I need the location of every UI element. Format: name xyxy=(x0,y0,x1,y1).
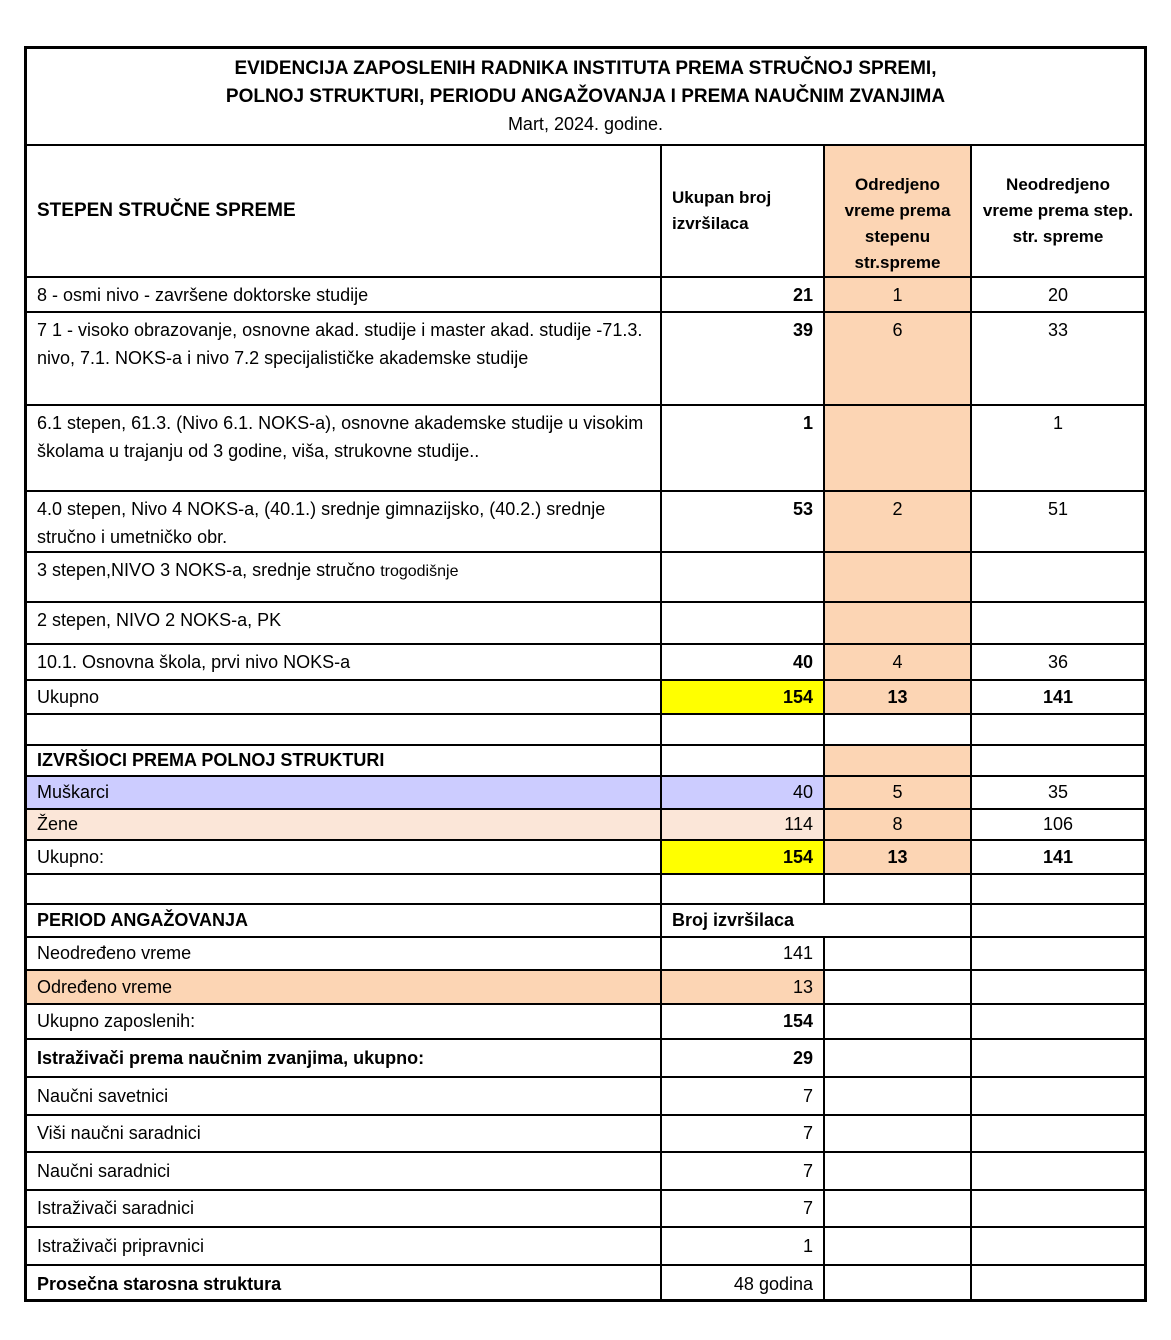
table-row xyxy=(27,1115,1144,1152)
researcher-value: 7 xyxy=(661,1077,824,1115)
researcher-value: 7 xyxy=(661,1115,824,1152)
researcher-value: 7 xyxy=(661,1190,824,1227)
education-label: 2 stepen, NIVO 2 NOKS-a, PK xyxy=(27,602,661,644)
gender-total-women: 114 xyxy=(661,809,824,840)
education-total xyxy=(661,552,824,602)
gender-total-men: 40 xyxy=(661,776,824,809)
engagement-value: 13 xyxy=(661,970,824,1004)
report-date: Mart, 2024. godine. xyxy=(507,114,664,134)
table-row xyxy=(27,776,1144,809)
education-label: 4.0 stepen, Nivo 4 NOKS-a, (40.1.) srednje gimnazijsko, (40.2.) srednje stručno i umetničko obr. xyxy=(27,491,661,552)
researcher-value: 1 xyxy=(661,1227,824,1265)
table-row xyxy=(27,1152,1144,1190)
table-row xyxy=(27,809,1144,840)
education-header-permanent: Neodredjeno vreme prema step. str. spreme xyxy=(971,146,1144,277)
researcher-label: Naučni saradnici xyxy=(27,1152,661,1190)
gender-total-fixed: 13 xyxy=(824,840,971,874)
engagement-total-label: Ukupno zaposlenih: xyxy=(27,1004,661,1039)
education-label-small: trogodišnje xyxy=(380,563,459,580)
table-row xyxy=(27,1227,1144,1265)
age-label: Prosečna starosna struktura xyxy=(27,1265,661,1302)
report-title xyxy=(27,49,1144,146)
education-total: 39 xyxy=(661,312,824,405)
education-header-total: Ukupan broj izvršilaca xyxy=(661,146,824,277)
table-row xyxy=(27,405,1144,491)
researcher-label: Istraživači pripravnici xyxy=(27,1227,661,1265)
education-fixed xyxy=(824,602,971,644)
employee-records-sheet xyxy=(24,46,1147,1302)
gender-permanent-women: 106 xyxy=(971,809,1144,840)
education-permanent: 33 xyxy=(971,312,1144,405)
education-fixed: 4 xyxy=(824,644,971,680)
table-row xyxy=(27,1190,1144,1227)
engagement-value: 141 xyxy=(661,937,824,970)
education-header-row xyxy=(27,146,1144,277)
table-row xyxy=(27,602,1144,644)
education-total: 53 xyxy=(661,491,824,552)
engagement-total-row xyxy=(27,1004,1144,1039)
spacer-row xyxy=(27,714,1144,745)
gender-label-men: Muškarci xyxy=(27,776,661,809)
education-permanent: 36 xyxy=(971,644,1144,680)
gender-header: IZVRŠIOCI PREMA POLNOJ STRUKTURI xyxy=(27,745,661,776)
researchers-total-label: Istraživači prema naučnim zvanjima, ukupno: xyxy=(27,1039,661,1077)
education-total-value: 154 xyxy=(661,680,824,714)
education-fixed xyxy=(824,552,971,602)
gender-permanent-men: 35 xyxy=(971,776,1144,809)
education-total-label: Ukupno xyxy=(27,680,661,714)
table-row xyxy=(27,312,1144,405)
education-permanent: 1 xyxy=(971,405,1144,491)
education-permanent: 20 xyxy=(971,277,1144,312)
education-label: 7 1 - visoko obrazovanje, osnovne akad. studije i master akad. studije -71.3. nivo, 7.1. NOKS-a i nivo 7.2 specijalističke akademske studije xyxy=(27,312,661,405)
education-fixed xyxy=(824,405,971,491)
education-total: 1 xyxy=(661,405,824,491)
education-total-permanent: 141 xyxy=(971,680,1144,714)
title-line-1: EVIDENCIJA ZAPOSLENIH RADNIKA INSTITUTA PREMA STRUČNOJ SPREMI, xyxy=(234,58,937,79)
table-row xyxy=(27,491,1144,552)
education-label-main: 3 stepen,NIVO 3 NOKS-a, srednje stručno xyxy=(37,560,376,580)
table-row xyxy=(27,552,1144,602)
education-total xyxy=(661,602,824,644)
engagement-label: Neodređeno vreme xyxy=(27,937,661,970)
gender-total-permanent: 141 xyxy=(971,840,1144,874)
table-row xyxy=(27,1077,1144,1115)
records-table xyxy=(27,146,1144,1302)
table-row xyxy=(27,277,1144,312)
gender-total-label: Ukupno: xyxy=(27,840,661,874)
education-fixed: 2 xyxy=(824,491,971,552)
education-fixed: 6 xyxy=(824,312,971,405)
engagement-label: Određeno vreme xyxy=(27,970,661,1004)
gender-fixed-men: 5 xyxy=(824,776,971,809)
education-permanent: 51 xyxy=(971,491,1144,552)
education-label: 6.1 stepen, 61.3. (Nivo 6.1. NOKS-a), osnovne akademske studije u visokim školama u trajanju od 3 godine, viša, strukovne studije.. xyxy=(27,405,661,491)
education-total: 21 xyxy=(661,277,824,312)
engagement-total-value: 154 xyxy=(661,1004,824,1039)
table-row xyxy=(27,644,1144,680)
education-label: 8 - osmi nivo - završene doktorske studije xyxy=(27,277,661,312)
engagement-header-row xyxy=(27,904,1144,937)
education-total: 40 xyxy=(661,644,824,680)
gender-total-row xyxy=(27,840,1144,874)
table-row xyxy=(27,937,1144,970)
gender-header-row xyxy=(27,745,1144,776)
gender-label-women: Žene xyxy=(27,809,661,840)
researchers-total-row xyxy=(27,1039,1144,1077)
education-label xyxy=(27,552,661,602)
researcher-label: Istraživači saradnici xyxy=(27,1190,661,1227)
education-label: 10.1. Osnovna škola, prvi nivo NOKS-a xyxy=(27,644,661,680)
researcher-label: Naučni savetnici xyxy=(27,1077,661,1115)
spacer-row xyxy=(27,874,1144,904)
age-value: 48 godina xyxy=(661,1265,824,1302)
education-permanent xyxy=(971,552,1144,602)
title-line-2: POLNOJ STRUKTURI, PERIODU ANGAŽOVANJA I PREMA NAUČNIM ZVANJIMA xyxy=(225,86,946,107)
education-fixed: 1 xyxy=(824,277,971,312)
gender-total-value: 154 xyxy=(661,840,824,874)
engagement-count-header: Broj izvršilaca xyxy=(661,904,971,937)
education-total-fixed: 13 xyxy=(824,680,971,714)
researcher-value: 7 xyxy=(661,1152,824,1190)
researcher-label: Viši naučni saradnici xyxy=(27,1115,661,1152)
gender-fixed-women: 8 xyxy=(824,809,971,840)
education-header-label: STEPEN STRUČNE SPREME xyxy=(27,146,661,277)
researchers-total-value: 29 xyxy=(661,1039,824,1077)
age-row xyxy=(27,1265,1144,1302)
engagement-header: PERIOD ANGAŽOVANJA xyxy=(27,904,661,937)
education-permanent xyxy=(971,602,1144,644)
table-row xyxy=(27,970,1144,1004)
education-total-row xyxy=(27,680,1144,714)
education-header-fixed: Odredjeno vreme prema stepenu str.spreme xyxy=(824,146,971,277)
